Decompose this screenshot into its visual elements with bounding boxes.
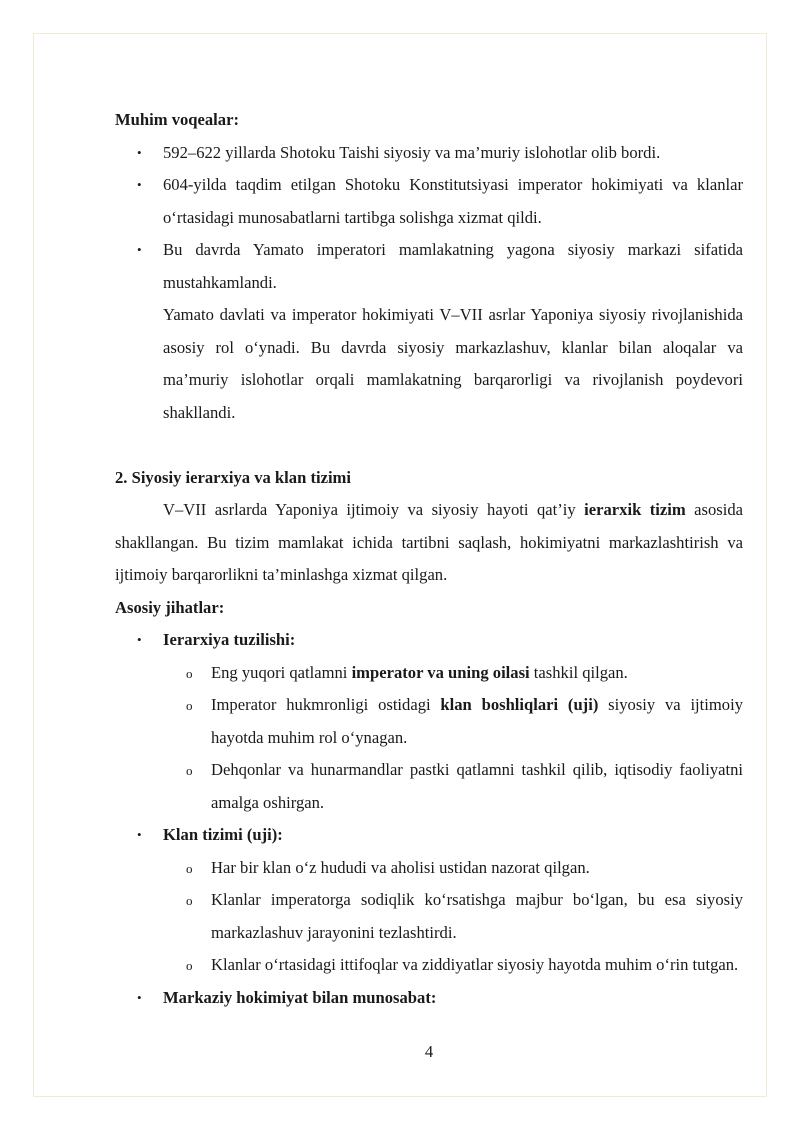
bullet-icon: • <box>137 177 142 192</box>
bullet-icon: • <box>137 632 142 647</box>
sub-item-bold-text: klan boshliqlari (uji) <box>440 695 599 714</box>
list-item-text: 592–622 yillarda Shotoku Taishi siyosiy va ma’muriy islohotlar olib bordi. <box>163 142 661 162</box>
sub-item-text: Har bir klan o‘z hududi va aholisi ustidan nazorat qilgan. <box>211 857 590 877</box>
section-heading-events: Muhim voqealar: <box>115 110 239 129</box>
list-item <box>115 137 743 170</box>
intro-text: V–VII asrlarda Yaponiya ijtimoiy va siyosiy hayoti qat’iy <box>163 500 585 519</box>
list-item-title: Markaziy hokimiyat bilan munosabat: <box>163 987 437 1007</box>
sub-list-item <box>115 852 743 885</box>
bullet-icon: • <box>137 144 142 160</box>
sub-list-item <box>115 884 743 949</box>
sub-list-item <box>115 949 743 982</box>
circle-bullet-icon: o <box>186 698 193 713</box>
sub-item-text-end: siyosiy va ijtimoiy hayotda muhim rol o‘ynagan. <box>211 695 744 747</box>
circle-bullet-icon: o <box>186 958 193 973</box>
aspects-list-central <box>115 982 743 1015</box>
sub-item-text: Imperator hukmronligi ostidagi <box>211 695 441 714</box>
circle-bullet-icon: o <box>186 665 193 681</box>
circle-bullet-icon: o <box>186 860 193 876</box>
list-item-clan <box>115 819 743 852</box>
sub-item-text-end: tashkil qilgan. <box>529 662 628 682</box>
bullet-icon: • <box>137 827 142 842</box>
sub-item-text: Klanlar imperatorga sodiqlik ko‘rsatishga majbur bo‘lgan, bu esa siyosiy markazlashuv jarayonini tezlashtirdi. <box>211 890 743 942</box>
bullet-icon: • <box>137 989 142 1005</box>
circle-bullet-icon: o <box>186 893 193 908</box>
events-list <box>115 137 743 300</box>
list-item-text: 604-yilda taqdim etilgan Shotoku Konstitutsiyasi imperator hokimiyati va klanlar o‘rtasidagi munosabatlarni tartibga solishga xizmat qildi. <box>163 175 743 227</box>
sub-item-text: Klanlar o‘rtasidagi ittifoqlar va ziddiyatlar siyosiy hayotda muhim o‘rin tutgan. <box>211 955 739 974</box>
section-heading-hierarchy: 2. Siyosiy ierarxiya va klan tizimi <box>115 467 351 487</box>
sub-item-text: Eng yuqori qatlamni <box>211 662 352 682</box>
page-number: 4 <box>424 1042 434 1061</box>
bullet-icon: • <box>137 242 142 257</box>
aspects-list-clan <box>115 819 743 852</box>
sub-list-item <box>115 657 743 690</box>
clan-sublist <box>115 852 743 982</box>
list-item-title: Ierarxiya tuzilishi: <box>163 630 296 649</box>
list-item <box>115 234 743 299</box>
list-item-hierarchy <box>115 624 743 657</box>
list-item-title: Klan tizimi (uji): <box>163 825 283 844</box>
spacer <box>115 429 743 462</box>
intro-paragraph <box>115 494 743 592</box>
sub-item-text: Dehqonlar va hunarmandlar pastki qatlamni tashkil qilib, iqtisodiy faoliyatni amalga oshirgan. <box>211 760 743 812</box>
list-item-text: Bu davrda Yamato imperatori mamlakatning yagona siyosiy markazi sifatida mustahkamlandi. <box>163 240 743 292</box>
intro-text-end: asosida shakllangan. Bu tizim mamlakat ichida tartibni saqlash, hokimiyatni markazlashtirish va ijtimoiy barqarorlikni ta’minlashga xizmat qilgan. <box>115 500 743 584</box>
sub-list-item <box>115 689 743 754</box>
aspects-list <box>115 624 743 657</box>
sub-list-item <box>115 754 743 819</box>
list-item-central-power <box>115 982 743 1015</box>
intro-bold-text: ierarxik tizim <box>584 500 686 519</box>
hierarchy-sublist <box>115 657 743 820</box>
list-item <box>115 169 743 234</box>
sub-item-bold-text: imperator va uning oilasi <box>351 662 530 682</box>
aspects-heading: Asosiy jihatlar: <box>115 597 225 617</box>
conclusion-paragraph: Yamato davlati va imperator hokimiyati V–VII asrlar Yaponiya siyosiy rivojlanishida asosiy rol o‘ynadi. Bu davrda siyosiy markazlashuv, klanlar bilan aloqalar va ma’muriy islohotlar orqali mamlakatning barqarorligi va rivojlanish poydevori shakllandi. <box>163 305 743 422</box>
circle-bullet-icon: o <box>186 763 193 778</box>
document-body <box>115 104 743 1014</box>
